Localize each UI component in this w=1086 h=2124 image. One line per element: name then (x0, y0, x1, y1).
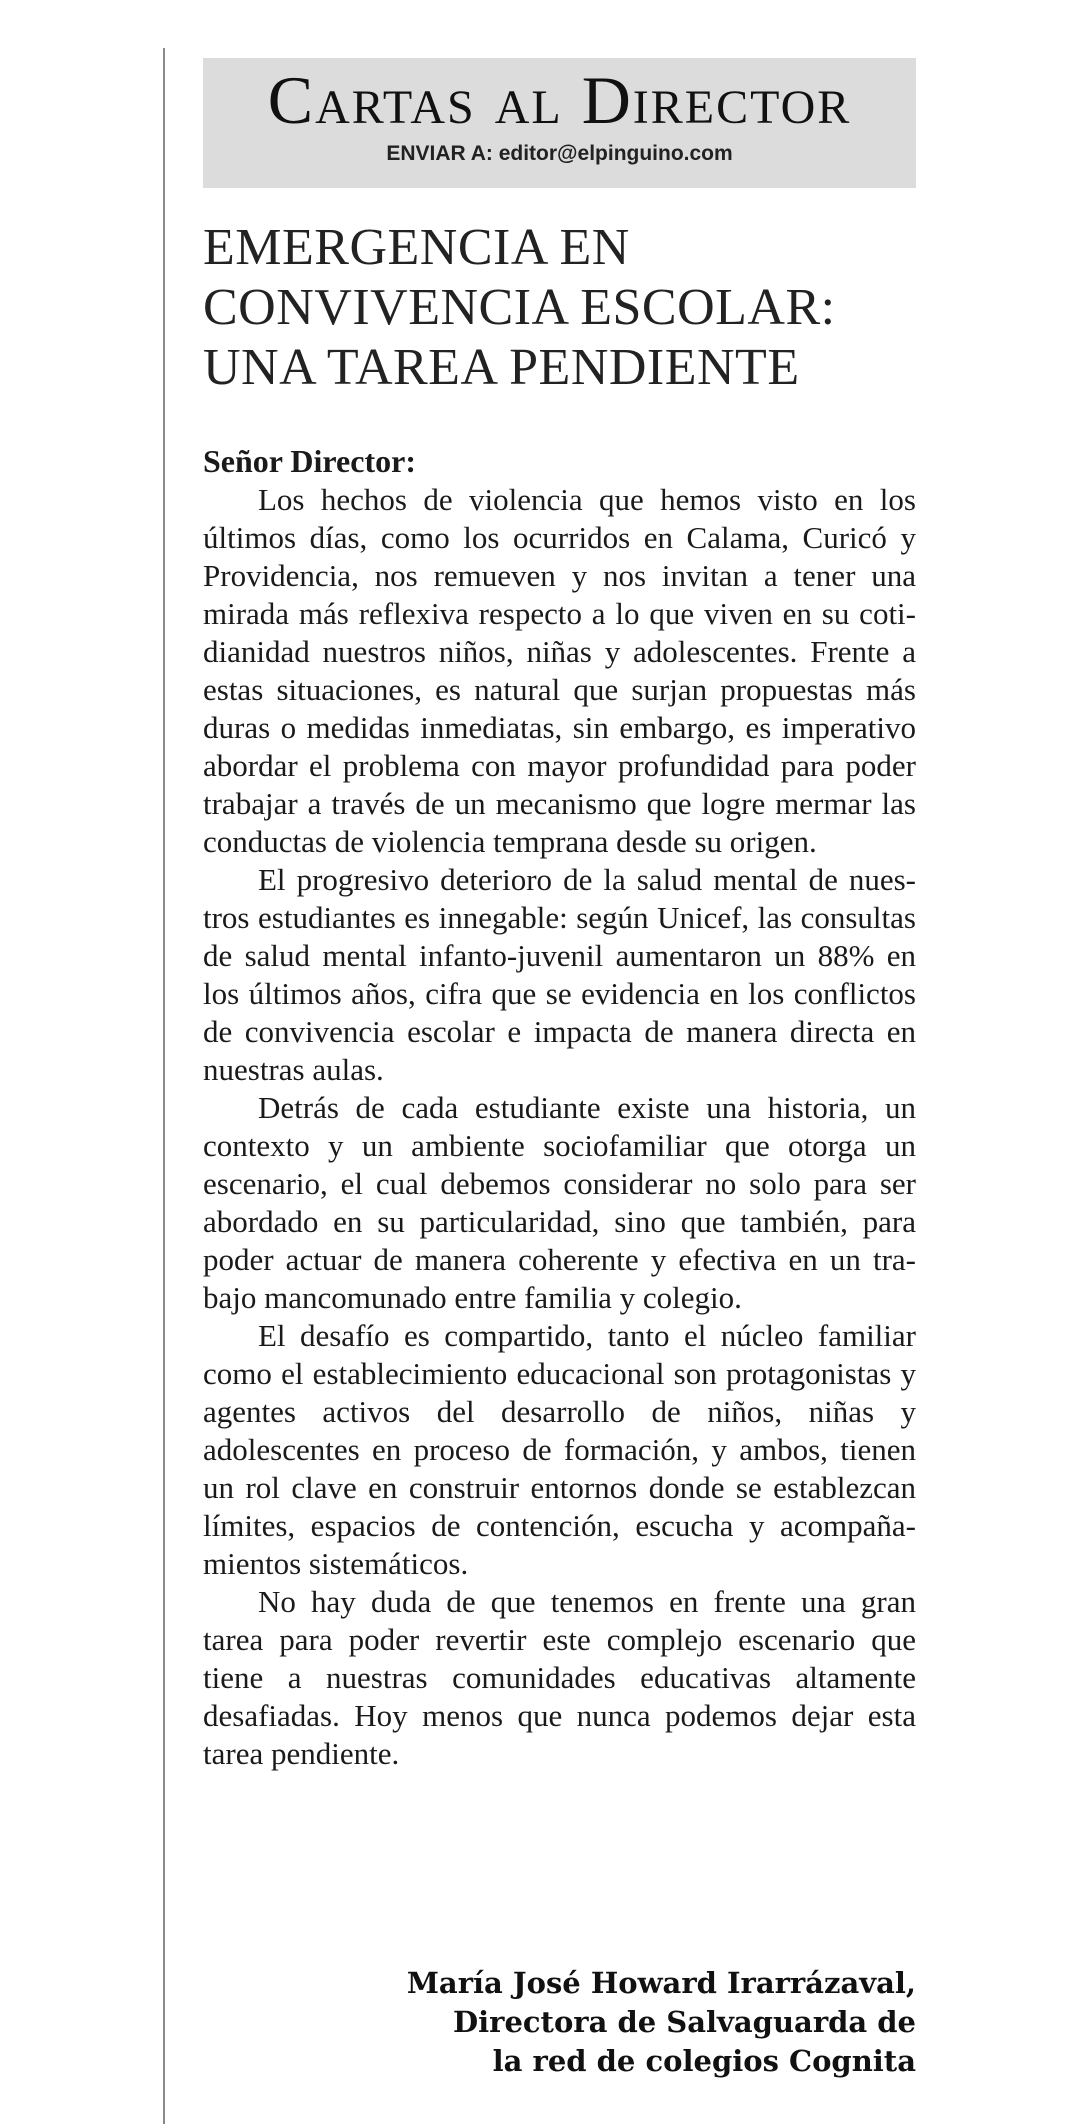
submission-email: ENVIAR A: editor@elpinguino.com (386, 142, 733, 165)
paragraph: El desafío es compartido, tanto el núcleo familiar como el establecimiento educacional son protagonistas y agentes activos del desarrollo de niños, niñas y adolescentes en proceso de formación, y ambos, tienen un rol clave en construir entornos donde se establezcan límites, espacios de contención, escucha y acompañamientos sistemáticos. (203, 1318, 916, 1581)
signature-title: Directora de Salvaguarda de (453, 2005, 916, 2039)
column-rule (163, 48, 165, 2124)
signature-name: María José Howard Irarrázaval, (406, 1966, 916, 2000)
signature-block (203, 1964, 916, 2081)
paragraph: Detrás de cada estudiante existe una historia, un contexto y un ambiente sociofamiliar que otorga un escenario, el cual debemos considerar no solo para ser abordado en su particularidad, sino que también, para poder actuar de manera coherente y efectiva en un trabajo mancomunado entre familia y colegio. (203, 1090, 916, 1315)
headline-line: CONVIVENCIA ESCOLAR: (203, 279, 836, 336)
section-header (203, 58, 916, 188)
headline-line: UNA TAREA PENDIENTE (203, 339, 800, 396)
article-headline (203, 218, 923, 398)
salutation: Señor Director: (203, 443, 416, 479)
letter-body (203, 441, 916, 1773)
paragraph: No hay duda de que tenemos en frente una gran tarea para poder revertir este complejo escenario que tiene a nuestras comunidades educativas altamente desafiadas. Hoy menos que nunca podemos dejar esta tarea pendiente. (203, 1584, 916, 1771)
section-title: Cartas al Director (267, 62, 852, 138)
paragraph: Los hechos de violencia que hemos visto en los últimos días, como los ocurridos en Calama, Curicó y Providencia, nos remueven y nos invitan a tener una mirada más reflexiva respecto a lo que viven en su cotidianidad nuestros niños, niñas y adolescentes. Frente a estas situaciones, es natural que surjan propuestas más duras o medidas inmediatas, sin embargo, es imperativo abordar el problema con mayor profundidad para poder trabajar a través de un mecanismo que logre mermar las conductas de violencia temprana desde su origen. (203, 482, 916, 859)
headline-line: EMERGENCIA EN (203, 219, 630, 276)
signature-organization: la red de colegios Cognita (492, 2044, 916, 2078)
paragraph: El progresivo deterioro de la salud mental de nuestros estudiantes es innegable: según Unicef, las consultas de salud mental infanto-juvenil aumentaron un 88% en los últimos años, cifra que se evidencia en los conflictos de convivencia escolar e impacta de manera directa en nuestras aulas. (203, 862, 916, 1087)
